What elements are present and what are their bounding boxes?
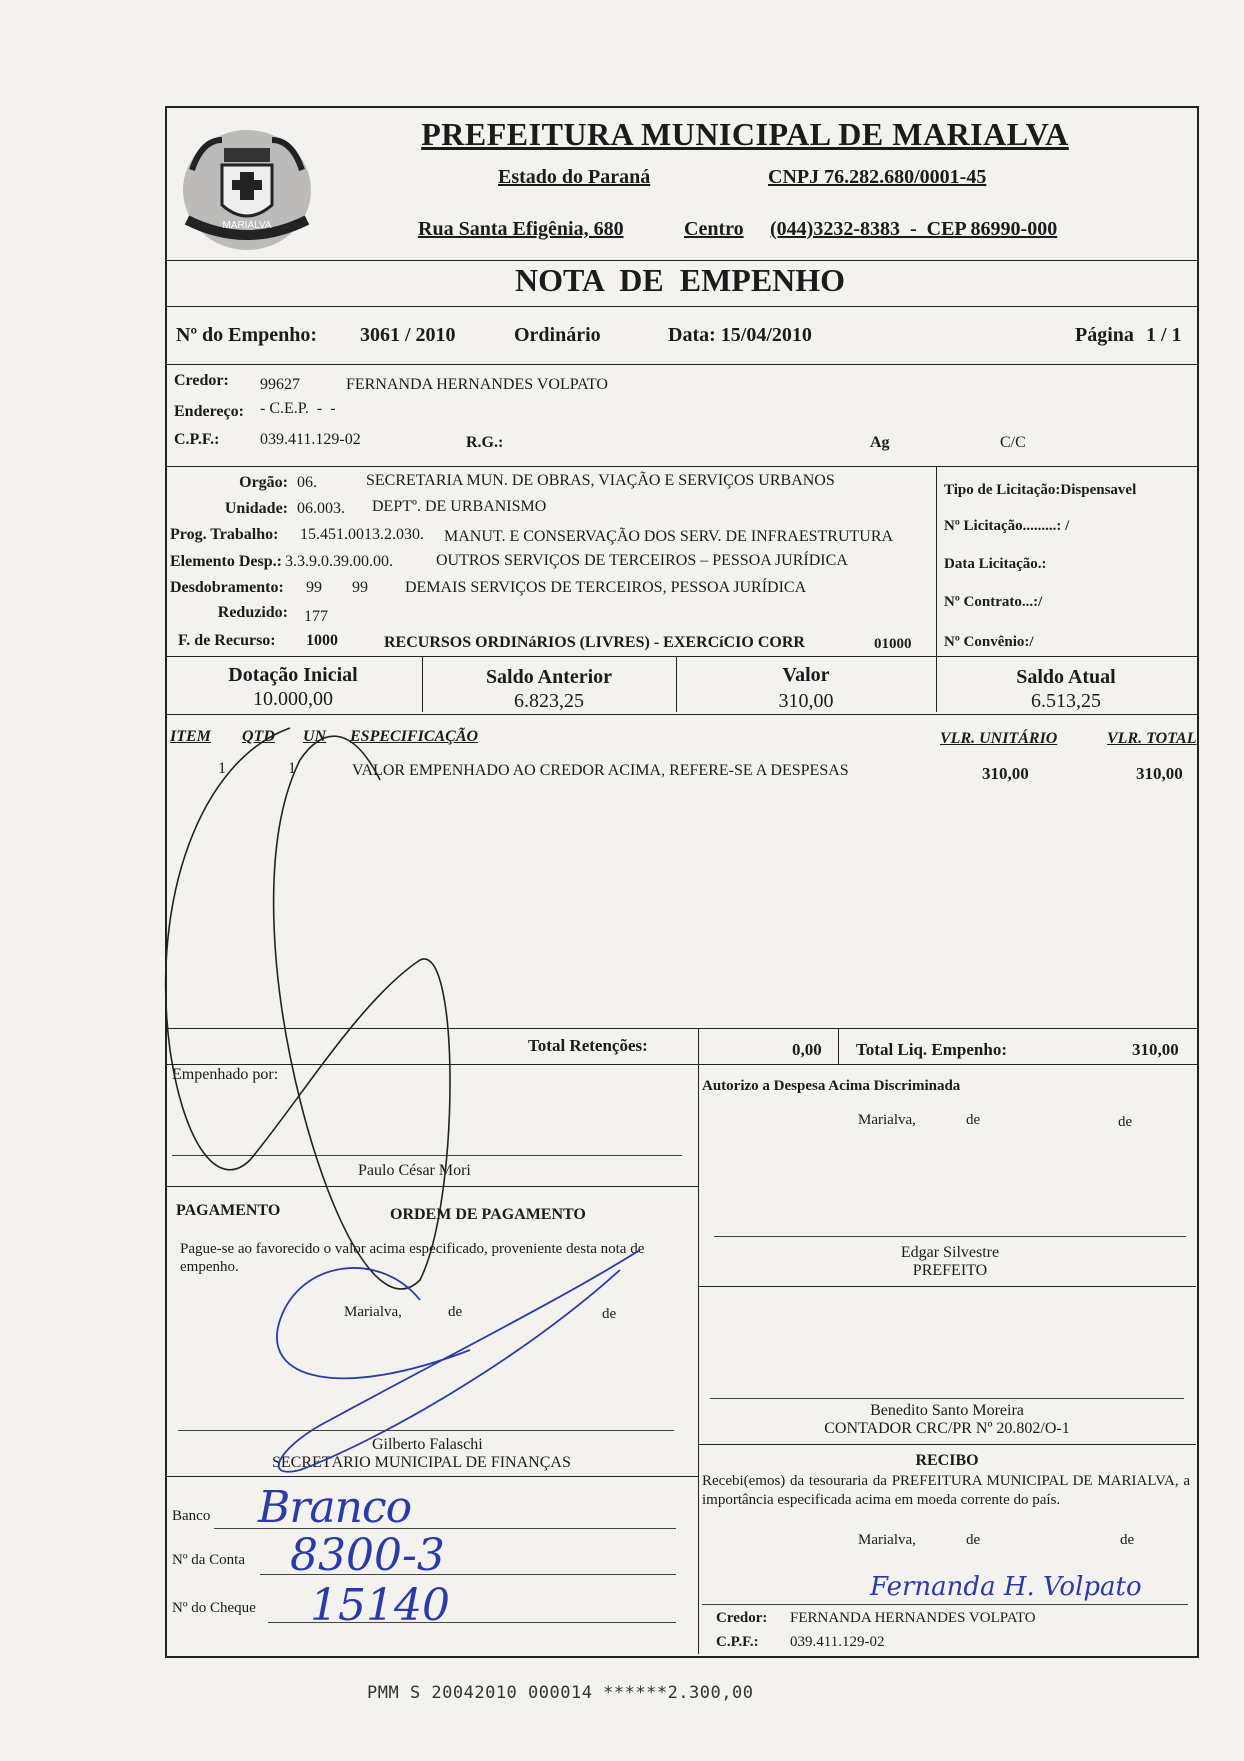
credor-code: 99627 <box>260 376 300 393</box>
district: Centro <box>684 218 744 240</box>
secretario-name: Gilberto Falaschi <box>372 1436 483 1453</box>
prefeito-role: PREFEITO <box>912 1262 988 1279</box>
reduzido-value: 177 <box>304 608 328 625</box>
recibo-place: Marialva, <box>858 1532 916 1548</box>
total-liquido-label: Total Liq. Empenho: <box>856 1040 1007 1059</box>
page-number: 1 / 1 <box>1146 324 1182 346</box>
cnpj: CNPJ 76.282.680/0001-45 <box>768 166 987 188</box>
dotacao-inicial-value: 10.000,00 <box>253 688 333 710</box>
item-number: 1 <box>218 760 226 777</box>
col-item: ITEM <box>170 728 211 745</box>
unidade-label: Unidade: <box>224 500 288 517</box>
recibo-text: Recebi(emos) da tesouraria da PREFEITURA MUNICIPAL DE MARIALVA, a importância especificada acima em moeda corrente do país. <box>702 1473 1190 1508</box>
desdobramento-desc: DEMAIS SERVIÇOS DE TERCEIROS, PESSOA JURÍDICA <box>405 579 807 596</box>
desdobramento-code2: 99 <box>352 579 368 596</box>
recibo-de2: de <box>1120 1532 1135 1548</box>
saldo-atual-value: 6.513,25 <box>1031 690 1101 712</box>
prefeito-name: Edgar Silvestre <box>900 1244 1000 1261</box>
banco-label: Banco <box>172 1508 211 1524</box>
dotacao-inicial-label: Dotação Inicial <box>228 664 358 686</box>
document-title: NOTA DE EMPENHO <box>514 262 846 298</box>
pagamento-text: Pague-se ao favorecido o valor acima especificado, proveniente desta nota de empenho. <box>180 1241 645 1275</box>
licitacao-number: Nº Licitação.........: / <box>944 518 1070 534</box>
street-address: Rua Santa Efigênia, 680 <box>418 218 624 240</box>
prog-code: 15.451.0013.2.030. <box>300 526 424 543</box>
col-vlr-unitario: VLR. UNITÁRIO <box>940 730 1058 747</box>
credor-name: FERNANDA HERNANDES VOLPATO <box>346 376 608 393</box>
col-especificacao: ESPECIFICAÇÃO <box>350 728 479 745</box>
saldo-atual-label: Saldo Atual <box>1016 666 1116 688</box>
unidade-desc: DEPTº. DE URBANISMO <box>372 498 547 515</box>
cheque-handwritten: 15140 <box>310 1580 450 1631</box>
reduzido-label: Reduzido: <box>217 604 288 621</box>
ordem-pagamento-label: ORDEM DE PAGAMENTO <box>390 1206 586 1223</box>
saldo-anterior-value: 6.823,25 <box>514 690 584 712</box>
agency-label: Ag <box>870 434 890 451</box>
convenio-number: Nº Convênio:/ <box>944 634 1034 650</box>
unidade-code: 06.003. <box>297 500 345 517</box>
saldo-anterior-label: Saldo Anterior <box>485 666 613 688</box>
autorizo-de1: de <box>966 1112 981 1128</box>
page-label: Página <box>1075 324 1134 346</box>
valor-value: 310,00 <box>778 690 834 712</box>
orgao-desc: SECRETARIA MUN. DE OBRAS, VIAÇÃO E SERVIÇOS URBANOS <box>366 472 835 489</box>
autorizo-title: Autorizo a Despesa Acima Discriminada <box>702 1078 961 1094</box>
item-qtd: 1 <box>288 760 296 777</box>
orgao-label: Orgão: <box>239 474 288 491</box>
phone-cep: (044)3232-8383 - CEP 86990-000 <box>770 218 1058 240</box>
total-liquido-value: 310,00 <box>1132 1040 1179 1059</box>
col-qtd: QTD <box>242 728 275 745</box>
valor-label: Valor <box>782 664 830 686</box>
recibo-credor-value: FERNANDA HERNANDES VOLPATO <box>790 1610 1036 1626</box>
empenho-label: Nº do Empenho: <box>176 324 318 346</box>
orgao-code: 06. <box>297 474 317 491</box>
pagamento-de1: de <box>448 1304 463 1320</box>
municipality-title: PREFEITURA MUNICIPAL DE MARIALVA <box>421 116 1069 152</box>
pagamento-place: Marialva, <box>344 1304 402 1320</box>
desdobramento-code1: 99 <box>306 579 322 596</box>
cpf-value: 039.411.129-02 <box>260 431 361 448</box>
state-name: Estado do Paraná <box>498 166 651 188</box>
prog-desc: MANUT. E CONSERVAÇÃO DOS SERV. DE INFRAESTRUTURA <box>444 528 894 545</box>
autorizo-de2: de <box>1118 1114 1133 1130</box>
endereco-label: Endereço: <box>174 403 244 420</box>
retencoes-label: Total Retenções: <box>528 1036 648 1055</box>
col-un: UN <box>303 728 327 745</box>
conta-label: Nº da Conta <box>172 1552 245 1568</box>
item-especificacao: VALOR EMPENHADO AO CREDOR ACIMA, REFERE-SE A DESPESAS <box>352 762 849 779</box>
recurso-code: 1000 <box>306 632 338 649</box>
pagamento-de2: de <box>602 1306 617 1322</box>
elemento-code: 3.3.9.0.39.00.00. <box>285 553 393 570</box>
desdobramento-label: Desdobramento: <box>170 579 284 596</box>
licitacao-type: Tipo de Licitação:Dispensavel <box>944 482 1137 498</box>
item-vlr-total: 310,00 <box>1136 764 1183 783</box>
footer-print-code: PMM S 20042010 000014 ******2.300,00 <box>367 1683 754 1703</box>
contador-name: Benedito Santo Moreira <box>870 1402 1024 1419</box>
recibo-de1: de <box>966 1532 981 1548</box>
account-label: C/C <box>1000 434 1026 451</box>
item-vlr-unitario: 310,00 <box>982 764 1029 783</box>
secretario-role: SECRETÁRIO MUNICIPAL DE FINANÇAS <box>272 1454 571 1471</box>
credor-label: Credor: <box>174 372 229 389</box>
svg-text:MARIALVA: MARIALVA <box>222 220 272 231</box>
prog-label: Prog. Trabalho: <box>170 526 279 543</box>
autorizo-place: Marialva, <box>858 1112 916 1128</box>
pagamento-label: PAGAMENTO <box>176 1202 281 1219</box>
rg-label: R.G.: <box>466 434 504 451</box>
recebedor-signature: Fernanda H. Volpato <box>870 1572 1142 1602</box>
empenho-date: Data: 15/04/2010 <box>668 324 812 346</box>
recibo-cpf-value: 039.411.129-02 <box>790 1634 885 1650</box>
contador-role: CONTADOR CRC/PR Nº 20.802/O-1 <box>824 1420 1070 1437</box>
empenho-type: Ordinário <box>514 324 601 346</box>
cpf-label: C.P.F.: <box>174 431 220 448</box>
empenhado-label: Empenhado por: <box>172 1066 279 1083</box>
licitacao-date: Data Licitação.: <box>944 556 1047 572</box>
recibo-cpf-label: C.P.F.: <box>716 1634 759 1650</box>
conta-handwritten: 8300-3 <box>290 1530 445 1581</box>
elemento-desc: OUTROS SERVIÇOS DE TERCEIROS – PESSOA JURÍDICA <box>436 552 848 569</box>
endereco-value: - C.E.P. - - <box>260 400 336 417</box>
recibo-credor-label: Credor: <box>716 1610 768 1626</box>
recurso-number: 01000 <box>874 636 912 652</box>
retencoes-value: 0,00 <box>792 1040 822 1059</box>
recibo-title: RECIBO <box>915 1452 979 1469</box>
banco-handwritten: Branco <box>258 1482 412 1533</box>
elemento-label: Elemento Desp.: <box>170 553 282 570</box>
empenhado-name: Paulo César Mori <box>358 1162 471 1179</box>
contrato-number: Nº Contrato...:/ <box>944 594 1043 610</box>
cheque-label: Nº do Cheque <box>172 1600 256 1616</box>
empenho-number: 3061 / 2010 <box>360 324 456 346</box>
recurso-desc: RECURSOS ORDINáRIOS (LIVRES) - EXERCíCIO CORR <box>384 634 805 651</box>
recurso-label: F. de Recurso: <box>178 632 276 649</box>
col-vlr-total: VLR. TOTAL <box>1107 730 1197 747</box>
